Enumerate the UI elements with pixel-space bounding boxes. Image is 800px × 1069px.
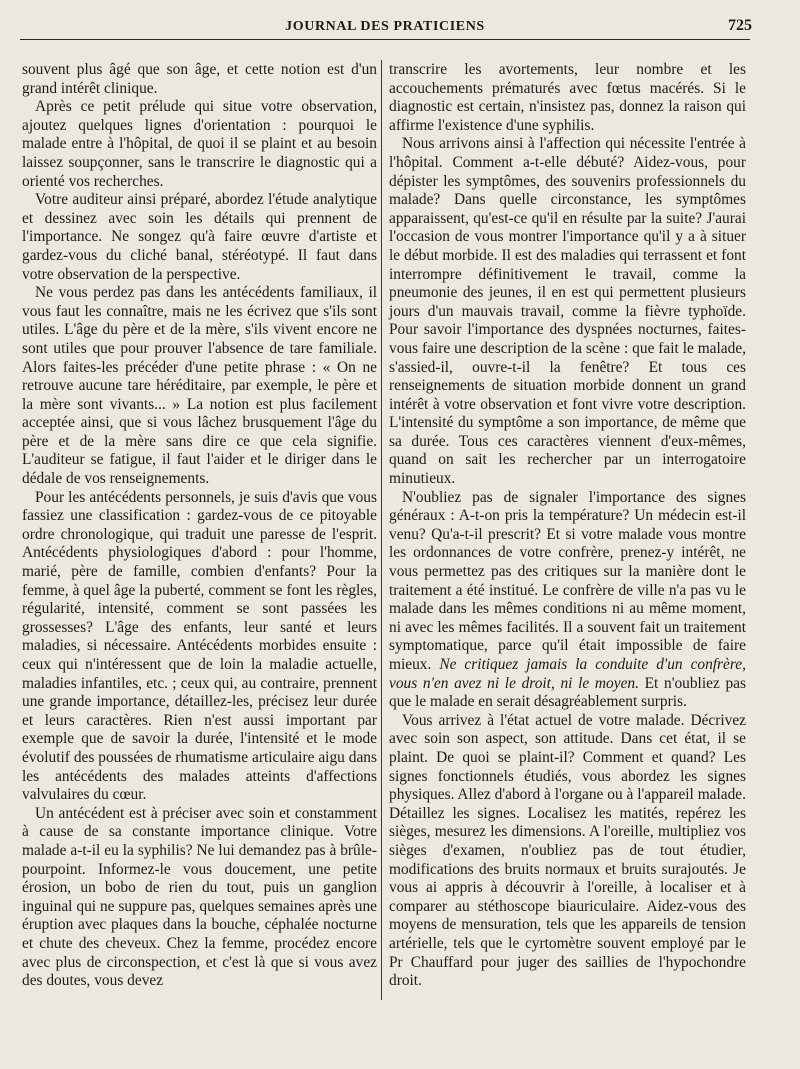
page-number: 725 [728,17,752,34]
paragraph: Votre auditeur ainsi préparé, abordez l'étude analytique et dessinez avec soin les détails qui prennent de l'importance. Ne songez qu'à faire œuvre d'artiste et gardez-vous du cliché banal, stéréotypé. Il faut dans votre observation de la perspective. [22,191,377,283]
paragraph-text: Et n'oubliez pas que le malade en serait désagréablement surpris. [389,674,746,711]
right-column [389,61,746,991]
paragraph: Ne vous perdez pas dans les antécédents familiaux, il vous faut les connaître, mais ne les écrivez que s'ils sont utiles. L'âge du père et de la mère, s'ils vivent encore ne sont utiles que pour prouver l'absence de tare familiale. Alors faites-les précéder d'une petite phrase : « On ne retrouve aucune tare héréditaire, par exemple, le père et la mère sont vivants... » La notion est plus facilement acceptée ainsi, que si vous lâchez brusquement l'âge du père et de la mère sans dire ce que cela signifie. L'auditeur se fatigue, il faut l'aider et le diriger dans le dédale de vos renseignements. [22,284,377,488]
paragraph: souvent plus âgé que son âge, et cette notion est d'un grand intérêt clinique. [22,61,377,97]
paragraph: Vous arrivez à l'état actuel de votre malade. Décrivez avec soin son aspect, son attitude. Dans cet état, il se plaint. De quoi se plaint-il? Comment et quand? Les signes fonctionnels étudiés, vous abordez les signes physiques. Allez d'abord à l'organe ou à l'appareil malade. Détaillez les signes. Localisez les matités, repérez les sièges, mesurez les dimensions. A l'oreille, multipliez vos sièges d'examen, n'oubliez pas de tout étudier, modifications des bruits normaux et bruits surajoutés. Je vous ai appris à découvrir à l'oreille, à localiser et à comparer au stéthoscope biauriculaire. Aidez-vous des moyens de mensuration, tels que les appareils de tension artérielle, tels que le cyrtomètre souvent employé par le Pr Chauffard pour juger des saillies de l'hypochondre droit. [389,711,746,990]
page-header [20,17,750,40]
paragraph [389,489,746,712]
paragraph: Nous arrivons ainsi à l'affection qui nécessite l'entrée à l'hôpital. Comment a-t-elle débuté? Aidez-vous, pour dépister les symptômes, des souvenirs professionnels du malade? Dans quelle circonstance, les symptômes apparaissent, qu'est-ce qu'il en résulte par la suite? J'aurai l'occasion de vous montrer l'importance qu'il y a à situer le début morbide. Il est des maladies qui terrassent et font interrompre définitivement le travail, comme la pneumonie des jeunes, il en est qui permettent plusieurs jours d'un mauvais travail, comme la fièvre typhoïde. Pour savoir l'importance des dyspnées nocturnes, faites-vous faire une description de la scène : que fait le malade, s'assied-il, ouvre-t-il la fenêtre? Et tous ces renseignements de situation morbide donnent un grand intérêt à votre observation et font vivre votre description. L'intensité du symptôme a son importance, de même que sa durée. Tous ces caractères viennent d'eux-mêmes, quand on sait les rechercher par un interrogatoire minutieux. [389,135,746,488]
paragraph: transcrire les avortements, leur nombre et les accouchements prématurés avec fœtus macérés. Si le diagnostic est certain, n'insistez pas, donnez la raison qui affirme l'existence d'une syphilis. [389,61,746,134]
italic-emphasis: Ne critiquez jamais la conduite d'un confrère, vous n'en avez ni le droit, ni le moyen. [389,656,746,692]
paragraph: Un antécédent est à préciser avec soin et constamment à cause de sa constante importance clinique. Votre malade a-t-il eu la syphilis? Ne lui demandez pas à brûle-pourpoint. Informez-le vous doucement, une petite érosion, un bobo de rien du tout, puis un ganglion inguinal qui ne suppure pas, quelques semaines après une éruption avec plaques dans la bouche, céphalée nocturne et chute des cheveux. Chez la femme, procédez encore avec plus de circonspection, et c'est là que si vous avez des doutes, vous devez [22,804,377,990]
left-column [22,61,377,991]
paragraph: Après ce petit prélude qui situe votre observation, ajoutez quelques lignes d'orientation : pourquoi le malade entre à l'hôpital, de quoi il se plaint et au besoin laissez soupçonner, sans le transcrire le diagnostic qui a orienté vos recherches. [22,98,377,190]
running-title: JOURNAL DES PRATICIENS [285,19,485,34]
paragraph: Pour les antécédents personnels, je suis d'avis que vous fassiez une classification : gardez-vous de ce pitoyable ordre chronologique, qui traduit une paresse de l'esprit. Antécédents physiologiques d'abord : pour l'homme, marié, père de famille, combien d'enfants? Pour la femme, à quel âge la puberté, comment se font les règles, régularité, intensité, comment se sont passées les grossesses? L'âge des enfants, leur santé et leurs maladies, si nécessaire. Antécédents morbides ensuite : ceux qui n'intéressent que de loin la maladie actuelle, maladies infantiles, etc. ; ceux qui, au contraire, prennent une grande importance, détaillez-les, précisez leur durée et leurs caractères. Rien n'est aussi important par exemple que de savoir la durée, l'intensité et le mode évolutif des poussées de rhumatisme articulaire aigu dans les antécédents des malades atteints d'affections valvulaires du cœur. [22,488,377,804]
column-divider [381,60,382,1000]
paragraph-text: N'oubliez pas de signaler l'importance des signes généraux : A-t-on pris la température? Un médecin est-il venu? Qu'a-t-il prescrit? Et si votre malade vous montre les ordonnances de votre confrère, prenez-y intérêt, ne vous permettez pas des critiques sur la manière dont le traitement a été institué. Le confrère de ville n'a pas vu le malade dans les mêmes conditions ni au même moment, ni avec les mêmes facilités. Il a souvent fait un traitement symptomatique, parce qu'il était impossible de faire mieux. [389,488,746,673]
